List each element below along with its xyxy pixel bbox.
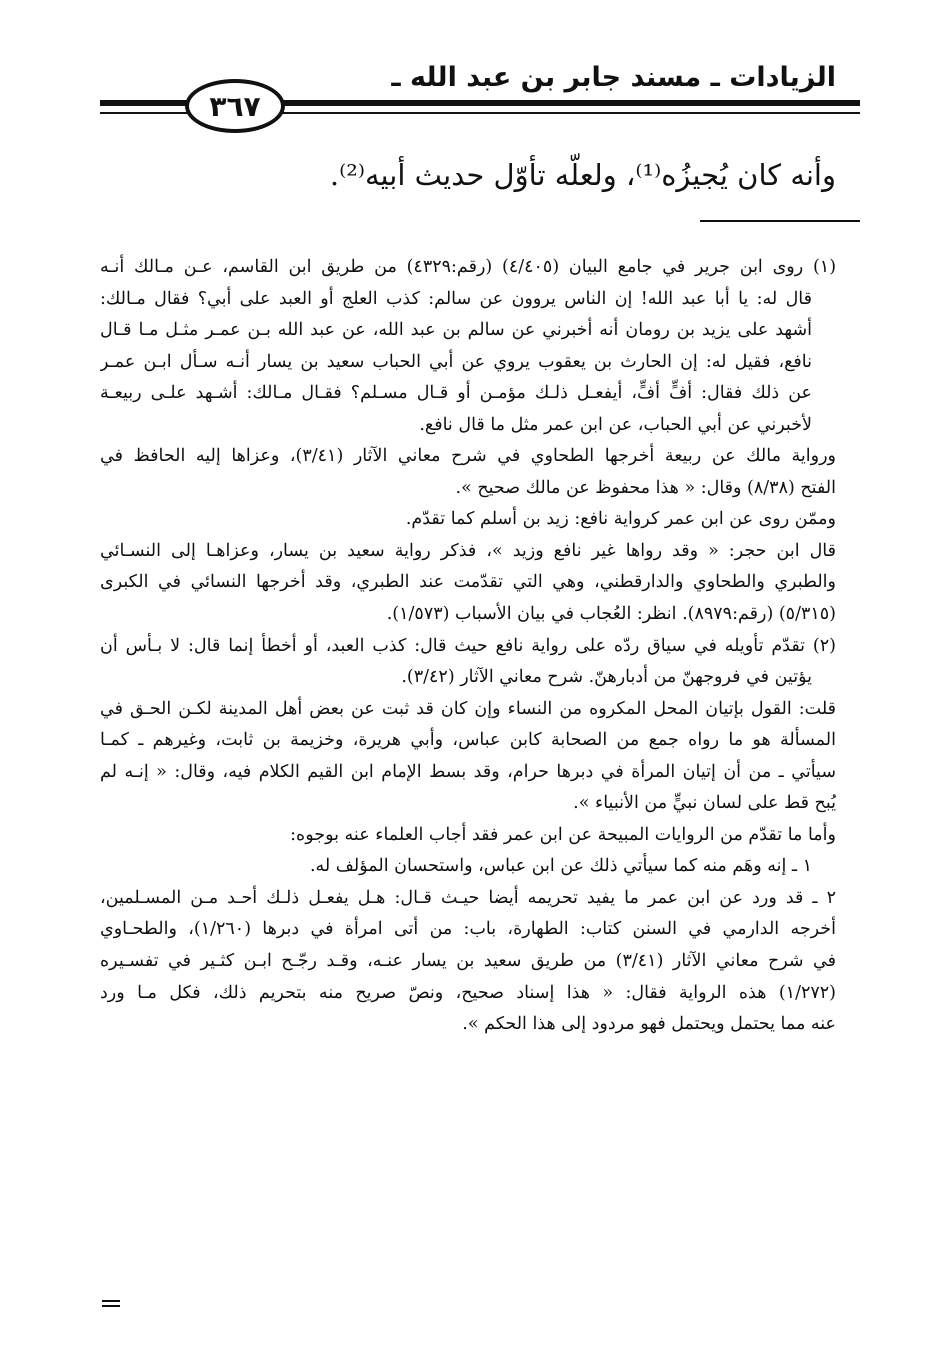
footnote-line: (١/٢٧٢) هذه الرواية فقال: « هذا إسناد صحيح، ونصّ صريح منه بتحريم ذلك، فكل مـا ورد <box>100 982 836 1003</box>
footnotes-block <box>100 252 836 1041</box>
footnote-line: أخرجه الدارمي في السنن كتاب: الطهارة، باب: من أتى امرأة في دبرها (١/٢٦٠)، والطحـاوي <box>100 919 836 940</box>
footnote-line: في شرح معاني الآثار (٣/٤١) من طريق سعيد بن يسار عنـه، وقـد رجّـح ابـن كثـير في تفسـيره <box>100 951 836 972</box>
footnote-line: ١ ـ إنه وهَم منه كما سيأتي ذلك عن ابن عباس، واستحسان المؤلف له. <box>309 856 812 877</box>
page-end-mark <box>102 1300 120 1310</box>
footnote-line: وأما ما تقدّم من الروايات المبيحة عن ابن عمر فقد أجاب العلماء عنه بوجوه: <box>290 824 836 845</box>
main-text-line: وأنه كان يُجيزُه⁽¹⁾، ولعلّه تأوّل حديث أبيه⁽²⁾. <box>329 158 836 192</box>
footnote-line: قال له: يا أبا عبد الله! إن الناس يروون عن سالم: كذب العلج أو العبد على أبي؟ فقال مـالك: <box>100 288 812 309</box>
footnote-line: يُبح قط على لسان نبيٍّ من الأنبياء ». <box>573 793 836 814</box>
running-header-title: الزيادات ـ مسند جابر بن عبد الله ـ <box>391 62 836 93</box>
footnote-line: (١) روى ابن جرير في جامع البيان (٤/٤٠٥) (رقم:٤٣٢٩) من طريق ابن القاسم، عـن مـالك أنـه <box>100 257 836 277</box>
footnote-line: سيأتي ـ من أن إتيان المرأة في دبرها حرام، وقد بسط الإمام ابن القيم الكلام فيه، وقال: « إنـه لم <box>100 761 836 782</box>
footnote-line: والطبري والطحاوي والدارقطني، وهي التي تقدّمت عند الطبري، وقد أخرجها النسائي في الكبرى <box>100 572 836 593</box>
footnote-line: عنه مما يحتمل ويحتمل فهو مردود إلى هذا الحكم ». <box>462 1014 836 1035</box>
footnote-line: (٢) تقدّم تأويله في سياق ردّه على رواية نافع حيث قال: كذب العبد، أو أخطأ إنما قال: لا بـأس أن <box>100 635 836 656</box>
footnote-line: عن ذلك فقال: أفٍّ أفٍّ، أيفعـل ذلـك مؤمـن أو قـال مسـلم؟ فقـال مـالك: أشـهد علـى ربيعـة <box>100 383 812 404</box>
footnote-line: وممّن روى عن ابن عمر كرواية نافع: زيد بن أسلم كما تقدّم. <box>405 509 836 530</box>
page-number: ٣٦٧ <box>185 79 285 133</box>
footnote-line: المسألة هو ما رواه جمع من الصحابة كابن عباس، وأبي هريرة، وخزيمة بن ثابت، وغيرهم ـ كمـا <box>100 730 836 751</box>
footnote-line: لأخبرني عن أبي الحباب، عن ابن عمر مثل ما قال نافع. <box>419 414 812 435</box>
footnote-line: يؤتين في فروجهنّ من أدبارهنّ. شرح معاني الآثار (٣/٤٢). <box>401 667 812 688</box>
footnote-line: ٢ ـ قد ورد عن ابن عمر ما يفيد تحريمه أيضا حيـث قـال: هـل يفعـل ذلـك أحـد مـن المسـلمين، <box>100 887 836 908</box>
footnote-line: ورواية مالك عن ربيعة أخرجها الطحاوي في شرح معاني الآثار (٣/٤١)، وعزاها إليه الحافظ في <box>100 446 836 467</box>
footnote-line: أشهد على يزيد بن رومان أنه أخبرني عن سالم بن عبد الله، عن عبد الله بـن عمـر مثـل مـا قـال <box>100 320 812 341</box>
footnote-line: (٥/٣١٥) (رقم:٨٩٧٩). انظر: العُجاب في بيان الأسباب (١/٥٧٣). <box>386 604 836 625</box>
footnote-line: قلت: القول بإتيان المحل المكروه من النساء وإن كان قد ثبت عن بعض أهل المدينة لكـن الحـق في <box>100 698 836 719</box>
footnote-line: الفتح (٨/٣٨) وقال: « هذا محفوظ عن مالك صحيح ». <box>455 477 836 498</box>
footnote-line: قال ابن حجر: « وقد رواها غير نافع وزيد »، فذكر رواية سعيد بن يسار، وعزاهـا إلى النسـائي <box>100 540 836 561</box>
footnote-separator <box>700 220 860 222</box>
footnote-line: نافع، فقيل له: إن الحارث بن يعقوب يروي عن أبي الحباب سعيد بن يسار أنـه سـأل ابـن عمـر <box>100 351 812 372</box>
